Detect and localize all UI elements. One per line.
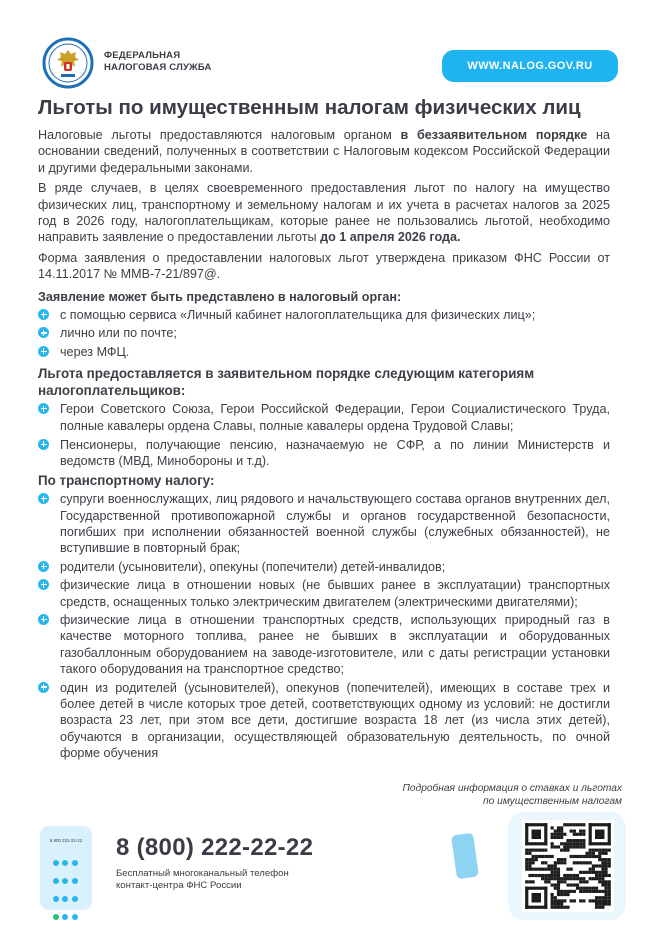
note-line1: Подробная информация о ставках и льготах xyxy=(402,783,622,794)
list-item-text: Пенсионеры, получающие пенсию, назначаемую не СФР, а по линии Министерств и ведомств (МВД, Минобороны и т.д). xyxy=(60,437,610,469)
intro-text: на основании сведений, полученных в соответствии с Налоговым кодексом Российской Федерации и другими федеральными законами. xyxy=(38,128,611,175)
list-item xyxy=(38,344,610,360)
list-item xyxy=(38,577,610,610)
main-content xyxy=(38,127,610,764)
page-title: Льготы по имущественным налогам физических лиц xyxy=(38,96,581,119)
list-item xyxy=(38,491,610,557)
plus-bullet-icon xyxy=(38,561,49,572)
phone-screen-text: 8 800 222-22-22 xyxy=(49,838,83,843)
plus-bullet-icon xyxy=(38,682,49,693)
plus-bullet-icon xyxy=(38,493,49,504)
list-item-text: через МФЦ. xyxy=(60,344,130,359)
plus-bullet-icon xyxy=(38,579,49,590)
list-item xyxy=(38,612,610,678)
smartphone-icon xyxy=(451,833,479,880)
list-item-text: физические лица в отношении новых (не бывших ранее в эксплуатации) транспортных средств, оснащенных только электрическим двигателем (электрическими двигателями); xyxy=(60,578,610,609)
fns-emblem-logo xyxy=(42,36,94,90)
list-item-text: один из родителей (усыновителей), опекунов (попечителей), имеющих в составе трех и более детей в числе которых трое детей, соответствующих одному из условий: не достигли возраста 23 лет, при этом все дети, достигшие возраста 18 лет (из числа этих детей), обучаются в организации, осуществляющей образовательную деятельность, по очной форме обучения xyxy=(60,680,610,761)
plus-bullet-icon xyxy=(38,309,49,320)
list-item-text: супруги военнослужащих, лиц рядового и начальствующего состава органов внутренних дел, Государственной противопожарной службы и органов государственной безопасности, погибших при исполнении обязанностей военной службы (служебных обязанностей), не вступившие в повторный брак; xyxy=(60,492,610,556)
list-item xyxy=(38,559,610,575)
org-name-line2: НАЛОГОВАЯ СЛУЖБА xyxy=(104,62,212,73)
qr-code[interactable] xyxy=(522,820,614,912)
deadline-bold: до 1 апреля 2026 года. xyxy=(320,230,461,245)
submission-list xyxy=(38,307,610,360)
plus-bullet-icon xyxy=(38,614,49,625)
footer xyxy=(30,812,626,922)
org-name-line1: ФЕДЕРАЛЬНАЯ xyxy=(104,50,181,61)
list-item-text: родители (усыновители), опекуны (попечители) детей-инвалидов; xyxy=(60,559,446,574)
list-item xyxy=(38,401,610,434)
list-item-text: Герои Советского Союза, Герои Российской Федерации, Герои Социалистического Труда, полные кавалеры ордена Славы, полные кавалеры ордена Трудовой Славы; xyxy=(60,402,610,433)
submission-heading: Заявление может быть представлено в налоговый орган: xyxy=(38,289,402,304)
list-item-text: с помощью сервиса «Личный кабинет налогоплательщика для физических лиц»; xyxy=(60,308,536,323)
plus-bullet-icon xyxy=(38,403,49,414)
list-item xyxy=(38,437,610,470)
phone-keypad xyxy=(51,854,81,926)
intro-paragraph-3: Форма заявления о предоставлении налоговых льгот утверждена приказом ФНС России от 14.11.2017 № ММВ-7-21/897@. xyxy=(38,250,610,282)
intro-paragraph-1 xyxy=(38,127,610,176)
intro-bold: в беззаявительном порядке xyxy=(400,128,588,142)
transport-list xyxy=(38,491,610,762)
intro-paragraph-2 xyxy=(38,180,610,246)
note-line2: по имущественным налогам xyxy=(483,796,622,807)
plus-bullet-icon xyxy=(38,346,49,357)
header xyxy=(38,34,618,94)
qr-card xyxy=(508,812,626,920)
plus-bullet-icon xyxy=(38,327,49,338)
phone-icon xyxy=(40,826,92,910)
categories-list xyxy=(38,401,610,470)
transport-heading: По транспортному налогу: xyxy=(38,472,215,488)
list-item-text: лично или по почте; xyxy=(60,326,177,341)
org-name xyxy=(104,50,212,74)
hotline-desc-line2: контакт-центра ФНС России xyxy=(116,880,242,891)
hotline-number[interactable]: 8 (800) 222-22-22 xyxy=(116,834,314,861)
list-item-text: физические лица в отношении транспортных средств, использующих природный газ в качестве моторного топлива, ранее не бывших в эксплуатации и оборудованных газобаллонным оборудованием на заводе-изготовителе, или с даты регистрации установки такого оборудования на транспортное средство; xyxy=(60,612,610,677)
intro-text: Налоговые льготы предоставляются налоговым органом xyxy=(38,128,401,142)
categories-heading: Льгота предоставляется в заявительном порядке следующим категориям налогоплательщиков: xyxy=(38,366,535,398)
plus-bullet-icon xyxy=(38,439,49,450)
more-info-note xyxy=(362,782,622,808)
hotline-description xyxy=(116,868,289,892)
list-item xyxy=(38,325,610,341)
intro-text: В ряде случаев, в целях своевременного предоставления льгот по налогу на имущество физических лиц, транспортному и земельному налогам и их учета в расчетах налогов за 2025 год в 2026 году, налогоплательщикам, которые ранее не пользовались льготой, необходимо направить заявление о предоставлении льготы xyxy=(38,181,610,245)
list-item xyxy=(38,680,610,762)
list-item xyxy=(38,307,610,323)
website-button[interactable]: WWW.NALOG.GOV.RU xyxy=(442,50,618,82)
hotline-desc-line1: Бесплатный многоканальный телефон xyxy=(116,868,289,879)
